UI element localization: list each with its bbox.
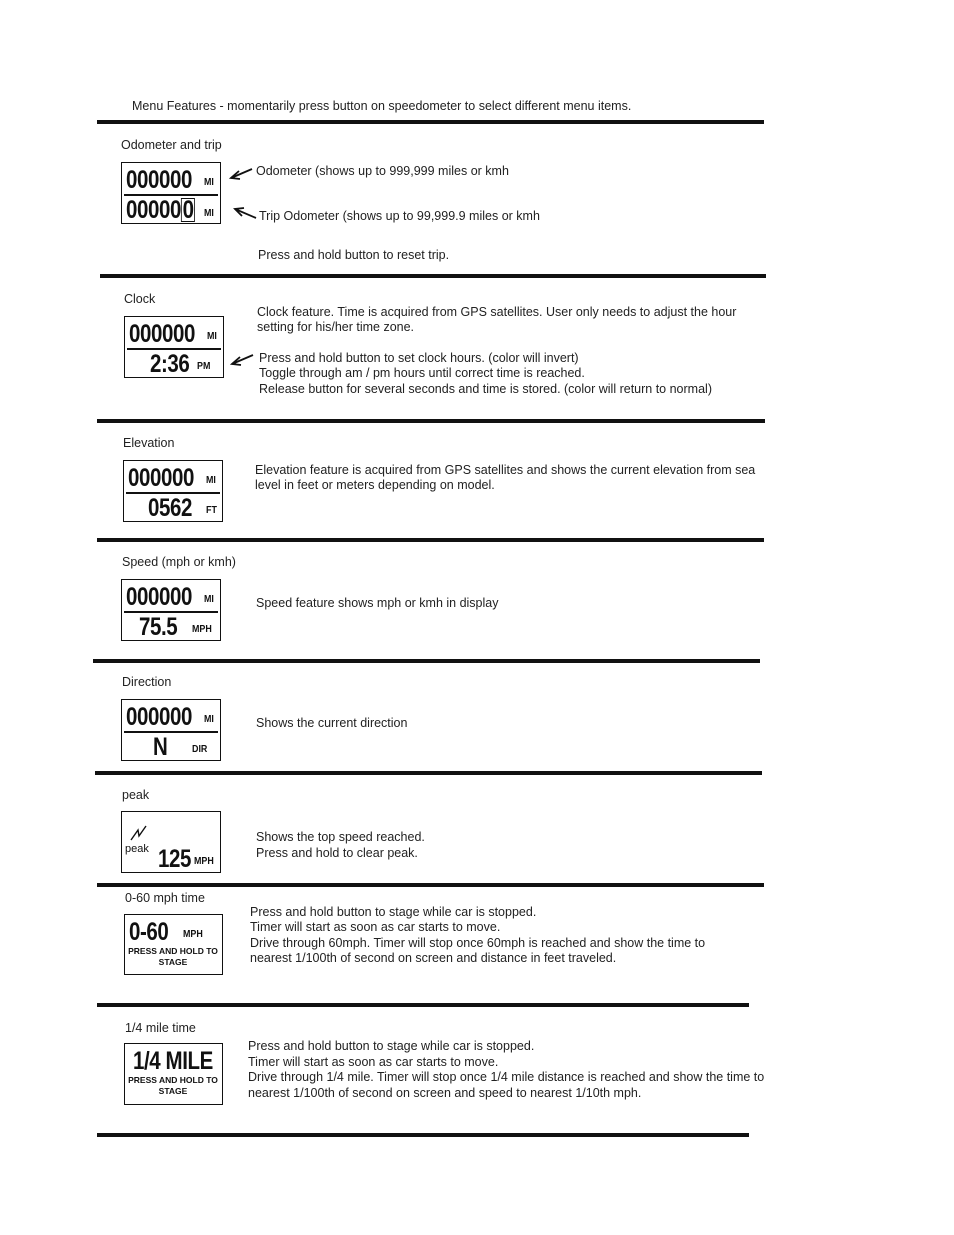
zero-sixty-value: 0-60 (129, 918, 169, 946)
odometer-display (121, 162, 221, 224)
elevation-value: 0562 (148, 494, 192, 522)
quarter-mile-desc-line: Timer will start as soon as car starts to move. (248, 1055, 499, 1069)
speed-unit: MPH (192, 623, 212, 635)
direction-display (121, 699, 221, 761)
quarter-mile-display (124, 1043, 223, 1105)
odometer-unit: MI (204, 176, 214, 188)
odometer-value: 000000 (126, 703, 192, 731)
section-title: Elevation (123, 436, 175, 450)
peak-desc-line: Press and hold to clear peak. (256, 846, 418, 860)
peak-graph-icon (129, 824, 149, 842)
section-title: Odometer and trip (121, 138, 222, 152)
odometer-note: Odometer (shows up to 999,999 miles or kmh (256, 164, 509, 178)
trip-cursor-digit: 0 (182, 196, 194, 224)
section-title: peak (122, 788, 150, 802)
zero-sixty-desc-line: Timer will start as soon as car starts to move. (250, 920, 501, 934)
section-title: Direction (122, 675, 172, 689)
section-title: Speed (mph or kmh) (122, 555, 236, 569)
direction-unit: DIR (192, 743, 208, 755)
section-title: 0-60 mph time (125, 891, 205, 905)
odometer-value: 000000 (126, 583, 192, 611)
zero-sixty-display (124, 914, 223, 975)
clock-step: Release button for several seconds and time is stored. (color will return to normal) (259, 382, 712, 396)
odometer-value: 000000 (128, 464, 194, 492)
clock-step: Toggle through am / pm hours until correct time is reached. (259, 366, 585, 380)
zero-sixty-desc-line: Press and hold button to stage while car is stopped. (250, 905, 537, 919)
clock-time: 2:36 (150, 350, 190, 378)
section-divider (97, 419, 765, 423)
clock-desc-line: Clock feature. Time is acquired from GPS satellites. User only needs to adjust the hour (257, 305, 737, 319)
quarter-mile-desc-line: Press and hold button to stage while car is stopped. (248, 1039, 535, 1053)
section-divider (97, 883, 764, 887)
odometer-value: 000000 (126, 166, 192, 194)
section-divider (97, 538, 764, 542)
clock-desc-line: setting for his/her time zone. (257, 320, 415, 334)
elevation-desc-line: level in feet or meters depending on model. (255, 478, 495, 492)
peak-label: peak (125, 843, 149, 855)
odometer-unit: MI (204, 593, 214, 605)
zero-sixty-unit: MPH (183, 928, 203, 940)
pointer-arrow-icon (228, 166, 254, 182)
section-divider (93, 659, 760, 663)
peak-display (121, 811, 221, 873)
odometer-unit: MI (207, 330, 217, 342)
direction-desc: Shows the current direction (256, 716, 408, 730)
elevation-desc-line: Elevation feature is acquired from GPS satellites and shows the current elevation from sea (255, 463, 756, 477)
speed-desc: Speed feature shows mph or kmh in display (256, 596, 499, 610)
zero-sixty-desc-line: nearest 1/100th of second on screen and distance in feet traveled. (250, 951, 617, 965)
clock-ampm: PM (197, 360, 211, 372)
speed-value: 75.5 (139, 613, 178, 641)
elevation-unit: FT (206, 504, 217, 516)
reset-note: Press and hold button to reset trip. (258, 248, 450, 262)
odometer-unit: MI (204, 713, 214, 725)
trip-value: 000000 (126, 196, 194, 224)
section-divider (97, 1133, 749, 1137)
zero-sixty-desc-line: Drive through 60mph. Timer will stop once 60mph is reached and show the time to (250, 936, 706, 950)
quarter-mile-desc-line: nearest 1/100th of second on screen and speed to nearest 1/10th mph. (248, 1086, 642, 1100)
pointer-arrow-icon (232, 205, 258, 221)
clock-display (124, 316, 224, 378)
odometer-unit: MI (206, 474, 216, 486)
section-title: Clock (124, 292, 156, 306)
section-title: 1/4 mile time (125, 1021, 196, 1035)
clock-step: Press and hold button to set clock hours. (color will invert) (259, 351, 579, 365)
elevation-display (123, 460, 223, 522)
section-divider (95, 771, 762, 775)
odometer-value: 000000 (129, 320, 195, 348)
peak-desc-line: Shows the top speed reached. (256, 830, 425, 844)
stage-prompt: PRESS AND HOLD TO STAGE (128, 946, 218, 967)
section-divider (100, 274, 766, 278)
peak-value: 125 (158, 845, 191, 873)
quarter-mile-value: 1/4 MILE (133, 1047, 213, 1075)
quarter-mile-desc-line: Drive through 1/4 mile. Timer will stop once 1/4 mile distance is reached and show the time to (248, 1070, 765, 1084)
section-divider (97, 120, 764, 124)
intro-text: Menu Features - momentarily press button on speedometer to select different menu items. (132, 99, 632, 113)
speed-display (121, 579, 221, 641)
display-divider (124, 731, 218, 733)
pointer-arrow-icon (229, 352, 255, 368)
trip-unit: MI (204, 207, 214, 219)
trip-note: Trip Odometer (shows up to 99,999.9 miles or kmh (259, 209, 540, 223)
stage-prompt: PRESS AND HOLD TO STAGE (128, 1075, 218, 1096)
peak-unit: MPH (194, 855, 214, 867)
section-divider (97, 1003, 749, 1007)
direction-value: N (153, 733, 168, 761)
